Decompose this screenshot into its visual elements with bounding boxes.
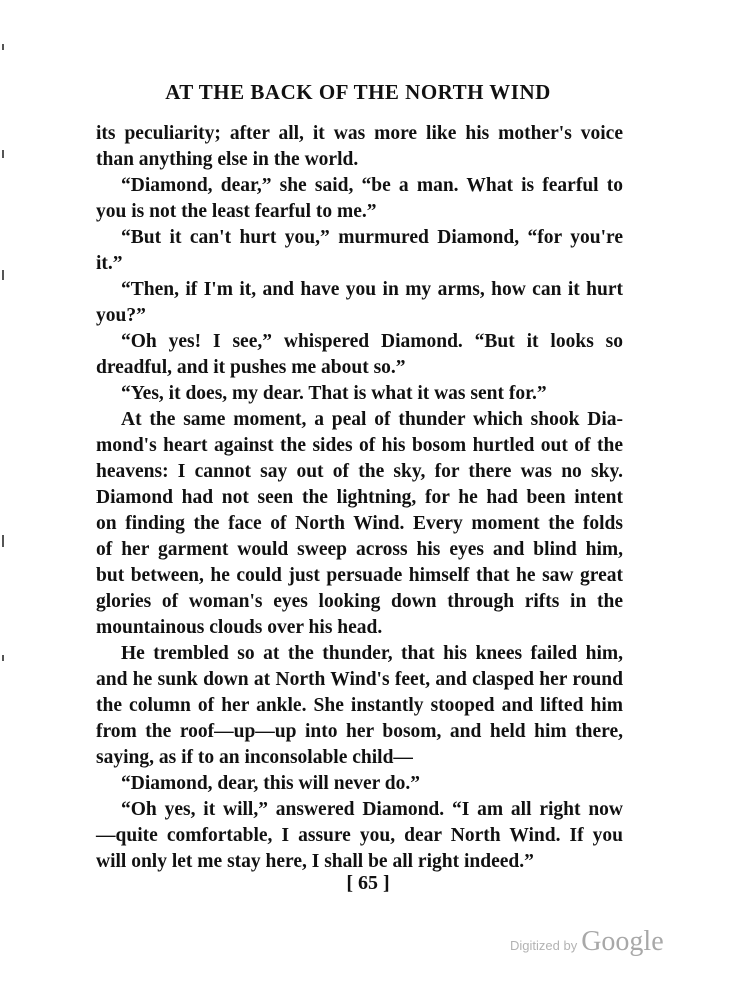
text-line: from the roof—up—up into her bosom, and held him there,: [96, 721, 623, 742]
page-number: [ 65 ]: [346, 872, 390, 894]
running-head: AT THE BACK OF THE NORTH WIND: [165, 80, 551, 104]
text-line: but between, he could just persuade himself that he saw great: [96, 565, 623, 586]
text-line: on finding the face of North Wind. Every moment the folds: [96, 513, 623, 534]
text-line: “Then, if I'm it, and have you in my arms, how can it hurt: [121, 279, 623, 300]
text-line: its peculiarity; after all, it was more like his mother's voice: [96, 123, 623, 144]
digitized-by-watermark: [510, 926, 664, 958]
text-line: “Diamond, dear, this will never do.”: [121, 773, 421, 794]
text-line: “Yes, it does, my dear. That is what it was sent for.”: [121, 383, 547, 404]
text-line: mond's heart against the sides of his bosom hurtled out of the: [96, 435, 623, 456]
watermark-prefix: Digitized by: [510, 938, 578, 953]
text-line: —quite comfortable, I assure you, dear North Wind. If you: [96, 825, 623, 846]
scan-margin-mark: [2, 44, 4, 50]
text-line: the column of her ankle. She instantly stooped and lifted him: [96, 695, 623, 716]
text-line: Diamond had not seen the lightning, for he had been intent: [96, 487, 623, 508]
text-line: it.”: [96, 253, 123, 274]
body-text: [96, 121, 623, 875]
text-line: you?”: [96, 305, 146, 326]
text-line: “But it can't hurt you,” murmured Diamond, “for you're: [121, 227, 623, 248]
text-line: heavens: I cannot say out of the sky, for there was no sky.: [96, 461, 623, 482]
text-line: “Oh yes, it will,” answered Diamond. “I am all right now: [121, 799, 623, 820]
scan-margin-mark: [2, 535, 4, 547]
text-line: saying, as if to an inconsolable child—: [96, 747, 413, 768]
text-line: will only let me stay here, I shall be all right indeed.”: [96, 851, 534, 872]
text-line: glories of woman's eyes looking down through rifts in the: [96, 591, 623, 612]
text-line: than anything else in the world.: [96, 149, 359, 170]
scan-margin-mark: [2, 655, 4, 661]
text-line: At the same moment, a peal of thunder which shook Dia-: [121, 409, 623, 430]
text-line: He trembled so at the thunder, that his knees failed him,: [121, 643, 623, 664]
text-line: “Oh yes! I see,” whispered Diamond. “But it looks so: [121, 331, 623, 352]
text-line: dreadful, and it pushes me about so.”: [96, 357, 406, 378]
text-line: mountainous clouds over his head.: [96, 617, 383, 638]
text-line: “Diamond, dear,” she said, “be a man. What is fearful to: [121, 175, 623, 196]
scan-margin-mark: [2, 270, 4, 280]
text-line: of her garment would sweep across his eyes and blind him,: [96, 539, 623, 560]
text-line: and he sunk down at North Wind's feet, and clasped her round: [96, 669, 623, 690]
watermark-brand: Google: [581, 926, 664, 957]
text-line: you is not the least fearful to me.”: [96, 201, 377, 222]
scan-margin-mark: [2, 150, 4, 158]
